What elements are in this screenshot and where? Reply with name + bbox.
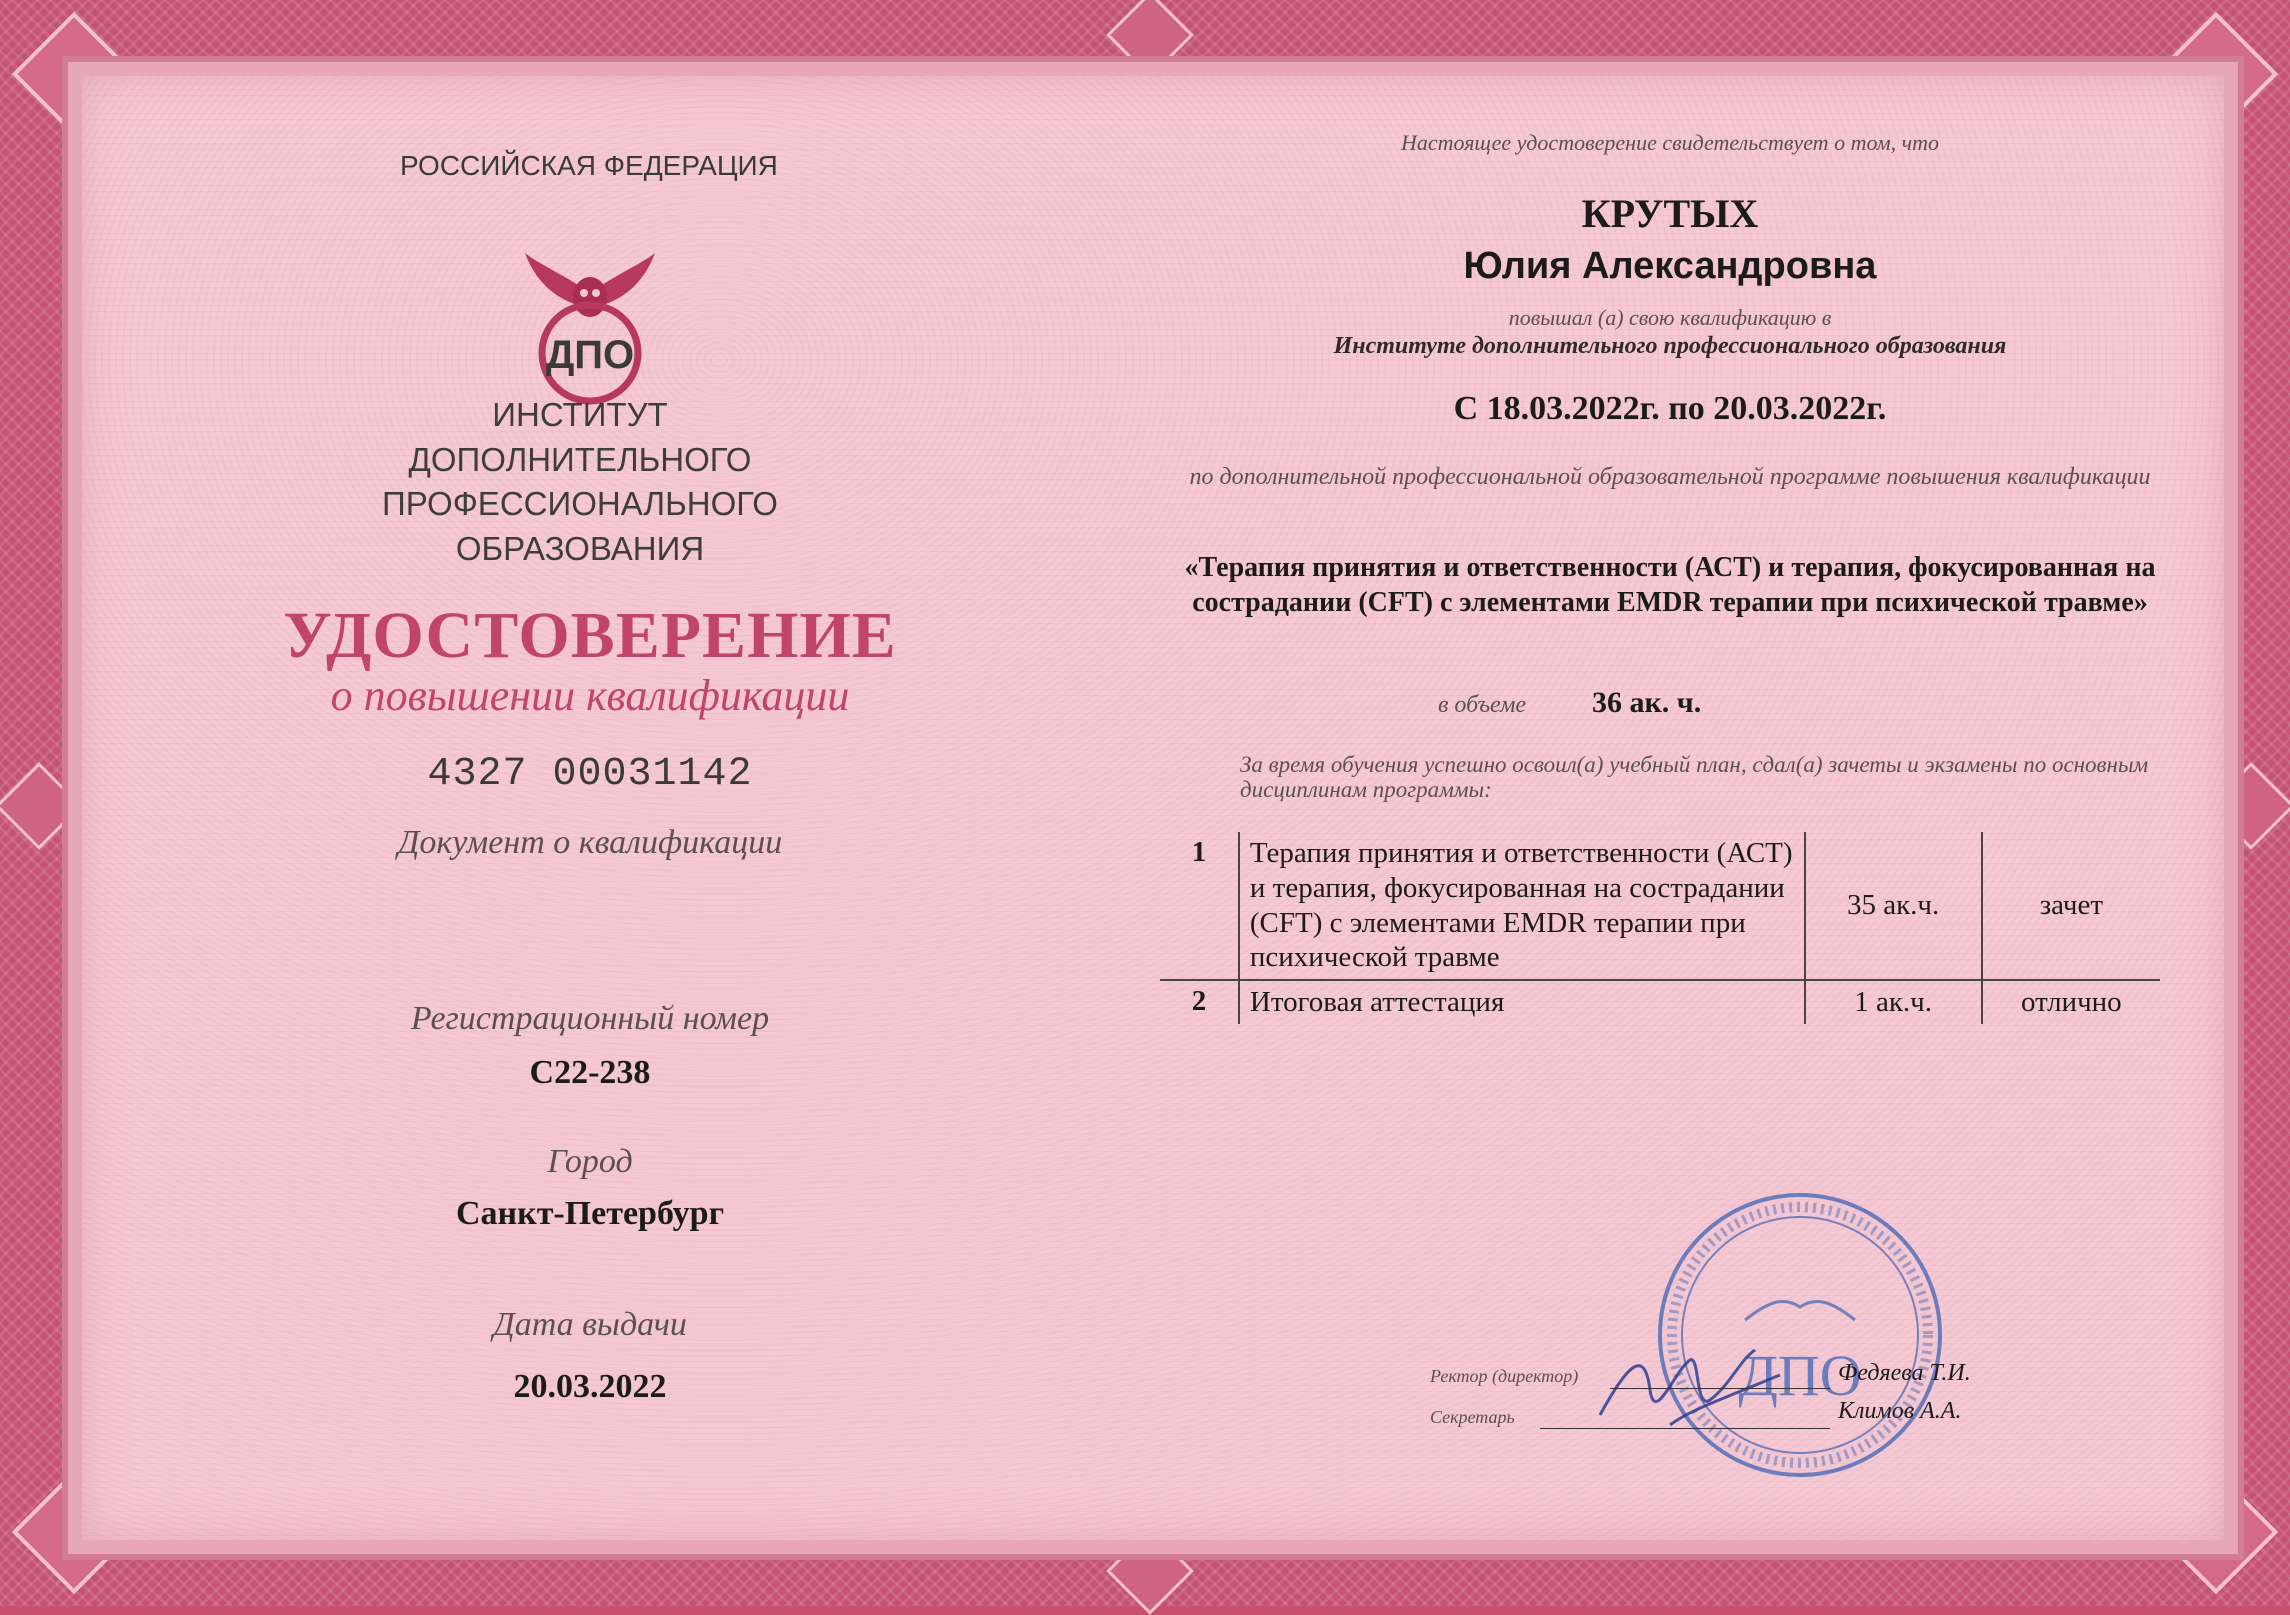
secretary-name: Климов А.А.	[1838, 1398, 1962, 1424]
subject-name: Итоговая аттестация	[1239, 980, 1805, 1024]
rector-signature-line	[1610, 1388, 1830, 1389]
holder-surname: КРУТЫХ	[1581, 191, 1759, 236]
number-caption: Документ о квалификации	[397, 824, 783, 861]
certifies-text: Настоящее удостоверение свидетельствует о том, что	[1400, 130, 1940, 155]
holder-given-names: Юлия Александровна	[1463, 245, 1877, 287]
secretary-signature-line	[1540, 1428, 1830, 1429]
institute-line: Институте дополнительного профессионального образования	[1333, 333, 2007, 359]
subject-index: 1	[1160, 832, 1239, 980]
institute-name: ИНСТИТУТ ДОПОЛНИТЕЛЬНОГО ПРОФЕССИОНАЛЬНОГО ОБРАЗОВАНИЯ	[382, 396, 778, 567]
city-caption: Город	[547, 1143, 633, 1180]
registration-caption: Регистрационный номер	[410, 1000, 770, 1037]
stamp-text: ДПО	[1738, 1343, 1862, 1408]
dpo-owl-logo	[505, 235, 675, 405]
rector-label: Ректор (директор)	[1430, 1366, 1579, 1386]
city-value: Санкт-Петербург	[455, 1195, 725, 1232]
document-subtitle: о повышении квалификации	[330, 671, 850, 720]
subject-grade: отлично	[2021, 986, 2122, 1019]
logo-text: ДПО	[545, 333, 635, 377]
program-name: «Терапия принятия и ответственности (АСТ) и терапия, фокусированная на сострадании (CFT) с элементами EMDR терапии при психической травме»	[1184, 552, 2156, 618]
volume-value: 36 ак. ч.	[1592, 686, 1702, 719]
document-title: УДОСТОВЕРЕНИЕ	[283, 599, 897, 672]
subject-name: Терапия принятия и ответственности (АСТ) и терапия, фокусированная на сострадании (CFT) с элементами EMDR терапии при психической травме	[1239, 832, 1805, 980]
program-type-text: по дополнительной профессиональной образовательной программе повышения квалификации	[1189, 464, 2151, 490]
improved-text: повышал (а) свою квалификацию в	[1508, 305, 1832, 330]
document-number: 4327 00031142	[427, 752, 753, 797]
table-row	[1160, 832, 2160, 980]
training-period: С 18.03.2022г. по 20.03.2022г.	[1453, 390, 1887, 427]
rector-name: Федяева Т.И.	[1838, 1360, 1971, 1386]
subject-grade: зачет	[1982, 832, 2160, 980]
table-row	[1160, 980, 2160, 1024]
subjects-table	[1160, 832, 2160, 1024]
volume-label: в объеме	[1438, 692, 1527, 718]
issue-date-caption: Дата выдачи	[493, 1306, 687, 1343]
result-text: За время обучения успешно освоил(а) учебный план, сдал(а) зачеты и экзамены по основным дисциплинам программы:	[1240, 752, 2149, 803]
subject-index: 2	[1191, 985, 1207, 1018]
registration-number: С22-238	[529, 1054, 651, 1091]
secretary-label: Секретарь	[1430, 1407, 1515, 1427]
subject-hours: 1 ак.ч.	[1805, 980, 1982, 1024]
subject-hours: 35 ак.ч.	[1805, 832, 1982, 980]
handwritten-signature	[1590, 1330, 1790, 1440]
issue-date: 20.03.2022	[513, 1368, 667, 1405]
country-heading: РОССИЙСКАЯ ФЕДЕРАЦИЯ	[400, 150, 778, 181]
